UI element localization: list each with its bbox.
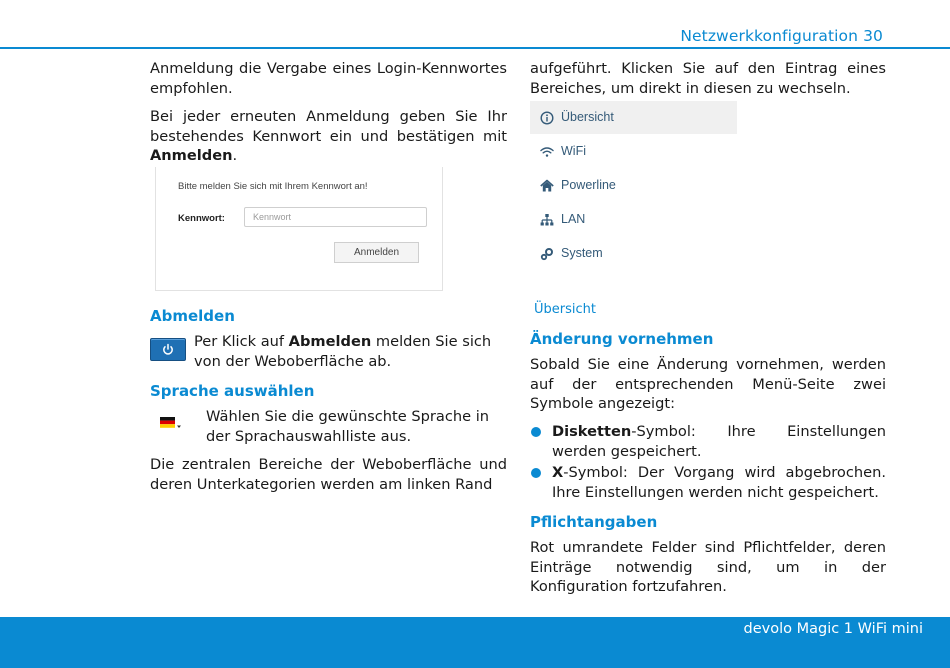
network-icon (540, 213, 554, 227)
page-footer (0, 617, 950, 668)
home-icon (540, 179, 554, 193)
menu-item-system[interactable] (530, 237, 737, 270)
heading-sprache: Sprache auswählen (150, 382, 315, 400)
paragraph-logout (194, 332, 507, 371)
wifi-icon (540, 145, 554, 159)
menu-item-label: Übersicht (561, 110, 614, 124)
power-icon (151, 339, 185, 360)
paragraph-login-recommendation: Anmeldung die Vergabe eines Login-Kennwortes empfohlen. (150, 60, 507, 97)
footer-product-name: devolo Magic 1 WiFi mini (743, 621, 923, 637)
symbol-list (530, 422, 886, 504)
german-flag-icon (160, 417, 184, 431)
heading-aenderung: Änderung vornehmen (530, 330, 714, 348)
list-item-text: -Symbol: Der Vorgang wird abgebrochen. Ihre Einstellungen werden nicht gespeichert. (552, 464, 886, 501)
bullet-dot (531, 427, 541, 437)
menu-item-label: Powerline (561, 178, 616, 192)
paragraph-text: Bei jeder erneuten Anmeldung geben Sie Ihr bestehendes Kennwort ein und bestätigen mit (150, 108, 507, 145)
paragraph-text: . (232, 147, 238, 164)
symbol-name: X (552, 464, 564, 481)
menu-item-label: WiFi (561, 144, 586, 158)
login-button[interactable]: Anmelden (334, 242, 419, 263)
menu-item-lan[interactable] (530, 203, 737, 236)
menu-item-label: LAN (561, 212, 586, 226)
login-screenshot (155, 167, 443, 291)
menu-screenshot (530, 101, 737, 301)
bullet-dot (531, 468, 541, 478)
paragraph-areas-continued: aufgeführt. Klicken Sie auf den Eintrag eines Bereiches, um direkt in diesen zu wechseln. (530, 60, 886, 97)
paragraph-text: melden Sie sich von der Weboberfläche ab. (194, 333, 492, 370)
password-field[interactable] (244, 207, 427, 227)
menu-item-powerline[interactable] (530, 169, 737, 202)
anmelden-emphasis: Anmelden (150, 147, 233, 164)
list-item (530, 422, 886, 461)
list-item (530, 463, 886, 502)
language-selector[interactable] (160, 416, 184, 435)
page-header-title: Netzwerkkonfiguration 30 (680, 27, 883, 45)
header-rule (0, 47, 950, 49)
heading-pflichtangaben: Pflichtangaben (530, 513, 658, 531)
list-item-text: -Symbol: Ihre Einstellungen werden gespeichert. (552, 423, 886, 460)
paragraph-change: Sobald Sie eine Änderung vornehmen, werden auf der entsprechenden Menü-Seite zwei Symbole angezeigt: (530, 356, 886, 412)
password-label: Kennwort: (178, 213, 225, 224)
symbol-name: Disketten (552, 423, 632, 440)
logout-button[interactable] (150, 338, 186, 361)
info-icon (540, 111, 554, 125)
paragraph-areas: Die zentralen Bereiche der Weboberfläche und deren Unterkategorien werden am linken Rand (150, 456, 507, 493)
abmelden-emphasis: Abmelden (288, 333, 372, 350)
left-column (150, 59, 507, 166)
heading-abmelden: Abmelden (150, 307, 235, 325)
paragraph-login-again (150, 107, 507, 166)
gears-icon (540, 247, 554, 261)
paragraph-language: Wählen Sie die gewünschte Sprache in der Sprachauswahlliste aus. (206, 408, 490, 445)
menu-item-wifi[interactable] (530, 135, 737, 168)
login-prompt: Bitte melden Sie sich mit Ihrem Kennwort an! (178, 181, 368, 192)
menu-item-label: System (561, 246, 603, 260)
figure-caption: Übersicht (534, 302, 596, 317)
paragraph-required: Rot umrandete Felder sind Pflichtfelder, deren Einträge notwendig sind, um in der Konfiguration fortzufahren. (530, 539, 886, 595)
menu-item-uebersicht[interactable] (530, 101, 737, 134)
paragraph-text: Per Klick auf (194, 333, 289, 350)
